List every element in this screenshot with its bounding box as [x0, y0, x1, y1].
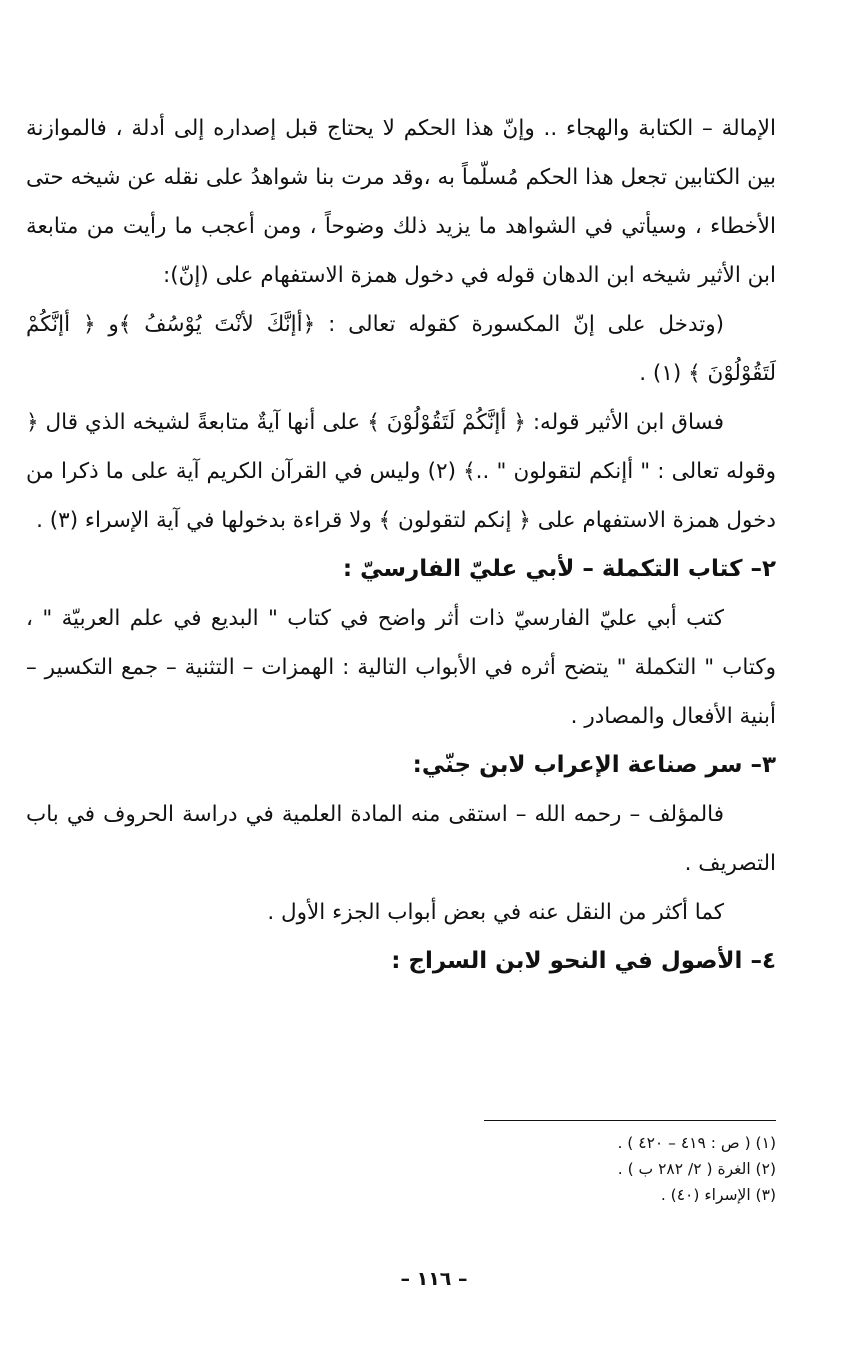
footnote-divider: [484, 1120, 776, 1121]
section-heading-2: ٢– كتاب التكملة – لأبي عليّ الفارسيّ :: [342, 556, 776, 582]
footnote-2: (٢) الغرة ( ٢/ ٢٨٢ ب ) .: [617, 1160, 776, 1178]
footnote-3: (٣) الإسراء (٤٠) .: [660, 1186, 776, 1204]
paragraph-2-quote: (وتدخل على إنّ المكسورة كقوله تعالى : ﴿أإنَّكَ لأنْتَ يُوْسُفُ ﴾و ﴿ أإنَّكُمْ لَتَقُوْلُوْنَ ﴾ (١) .: [26, 312, 776, 386]
page-number: – ١١٦ –: [400, 1268, 468, 1290]
main-text: [26, 104, 776, 986]
footnotes: [276, 1130, 776, 1208]
paragraph-5: فالمؤلف – رحمه الله – استقى منه المادة العلمية في دراسة الحروف في باب التصريف .: [26, 802, 776, 876]
footnote-1: (١) ( ص : ٤١٩ – ٤٢٠ ) .: [617, 1134, 776, 1152]
paragraph-3: فساق ابن الأثير قوله: ﴿ أإنَّكُمْ لَتَقُوْلُوْنَ ﴾ على أنها آيةٌ متابعةً لشيخه الذي قال ﴿ وقوله تعالى : " أإنكم لتقولون " ..﴾ (٢) وليس في القرآن الكريم آية على ما ذكرا من دخول همزة الاستفهام على ﴿ إنكم لتقولون ﴾ ولا قراءة بدخولها في آية الإسراء (٣) .: [26, 410, 777, 533]
paragraph-1: الإمالة – الكتابة والهجاء .. وإنّ هذا الحكم لا يحتاج قبل إصداره إلى أدلة ، فالموازنة بين الكتابين تجعل هذا الحكم مُسلّماً به ،وقد مرت بنا شواهدُ على نقله عن شيخه حتى الأخطاء ، وسيأتي في الشواهد ما يزيد ذلك وضوحاً ، ومن أعجب ما رأيت من متابعة ابن الأثير شيخه ابن الدهان قوله في دخول همزة الاستفهام على (إنّ):: [26, 116, 776, 288]
paragraph-6: كما أكثر من النقل عنه في بعض أبواب الجزء الأول .: [267, 900, 724, 925]
section-heading-3: ٣– سر صناعة الإعراب لابن جنّي:: [412, 752, 776, 778]
paragraph-4: كتب أبي عليّ الفارسيّ ذات أثر واضح في كتاب " البديع في علم العربيّة " ، وكتاب " التكملة " يتضح أثره في الأبواب التالية : الهمزات – التثنية – جمع التكسير – أبنية الأفعال والمصادر .: [26, 606, 776, 729]
section-heading-4: ٤– الأصول في النحو لابن السراج :: [391, 948, 776, 974]
